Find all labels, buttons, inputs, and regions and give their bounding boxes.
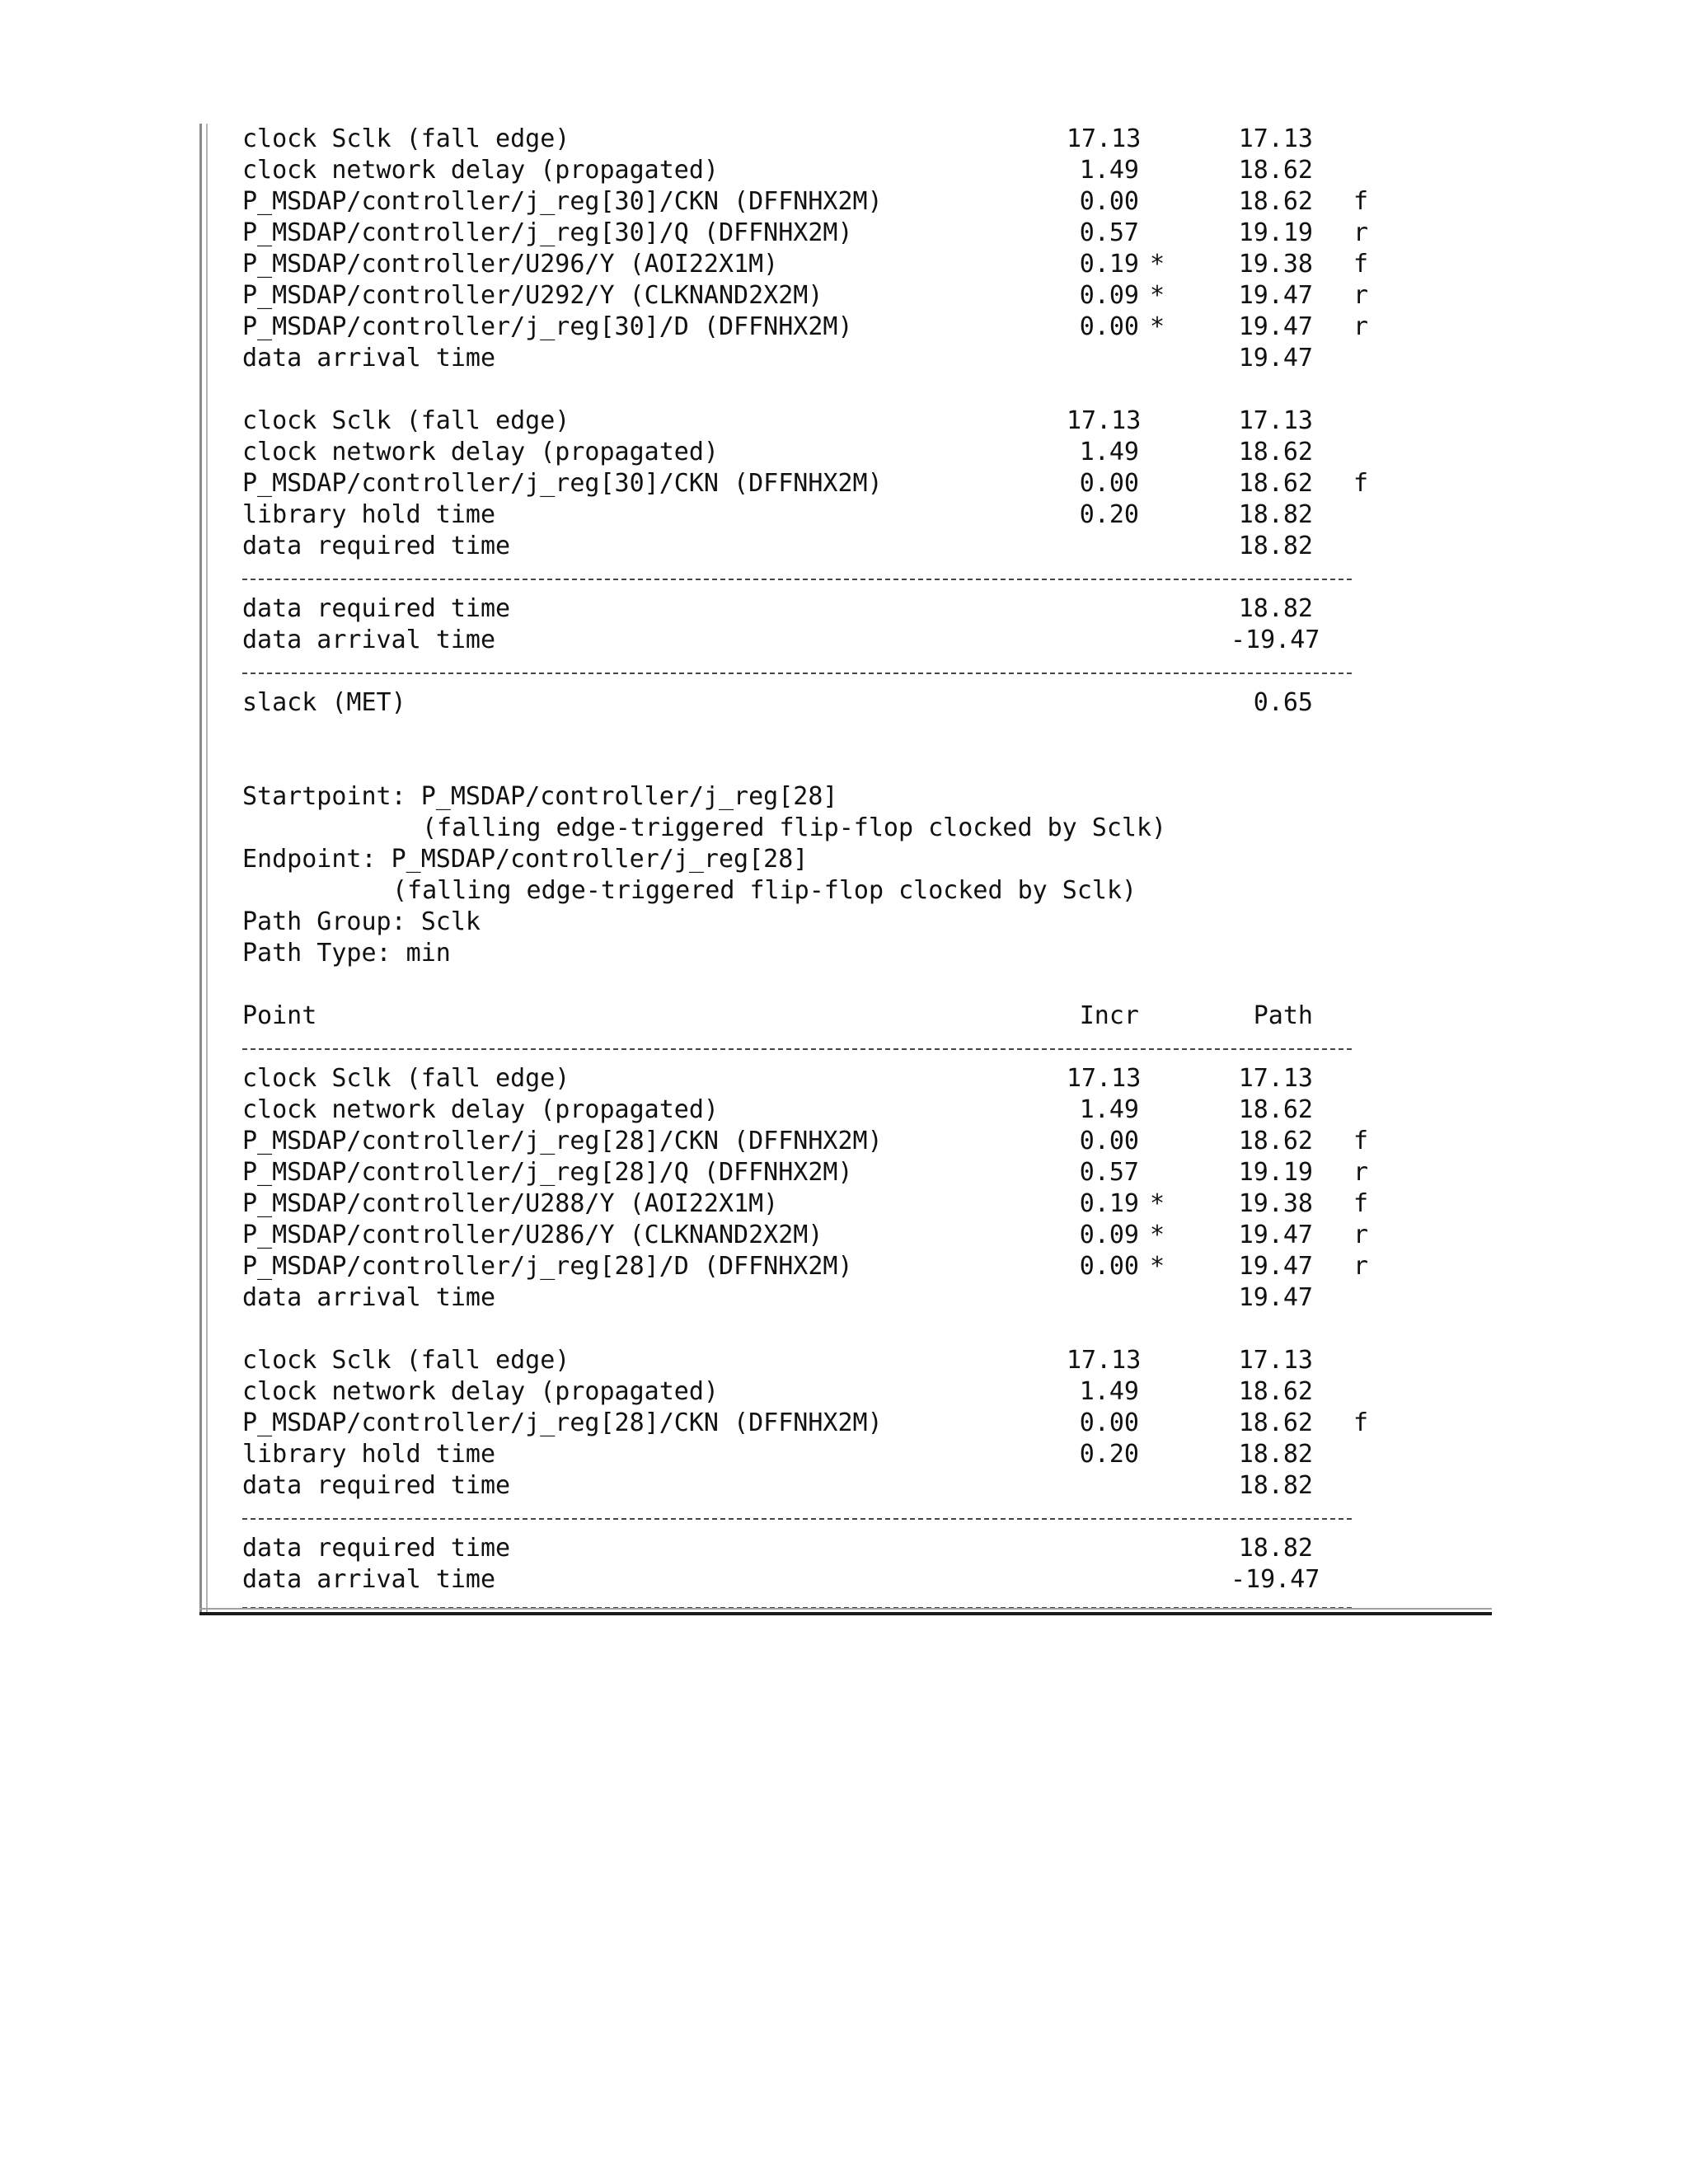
- column-header-incr: Incr: [1079, 1001, 1139, 1030]
- dashed-separator: [242, 579, 1352, 580]
- report-row-path: 19.38: [1238, 250, 1313, 279]
- slack-value: 0.65: [1253, 688, 1313, 717]
- report-row-label: data required time: [242, 532, 511, 560]
- report-row-edge-flag: r: [1353, 218, 1369, 247]
- report-row-label: clock network delay (propagated): [242, 1377, 719, 1406]
- report-row-label: P_MSDAP/controller/U292/Y (CLKNAND2X2M): [242, 281, 823, 310]
- report-row-path: 19.47: [1238, 312, 1313, 341]
- report-row-label: P_MSDAP/controller/j_reg[30]/CKN (DFFNHX2M): [242, 187, 883, 216]
- report-row-edge-flag: f: [1353, 1189, 1369, 1218]
- report-row-label: P_MSDAP/controller/j_reg[30]/D (DFFNHX2M): [242, 312, 853, 341]
- report-row-label: clock network delay (propagated): [242, 438, 719, 466]
- report-row-incr: 1.49: [1079, 1377, 1139, 1406]
- report-row-path: 18.62: [1238, 1095, 1313, 1124]
- report-row-edge-flag: r: [1353, 1158, 1369, 1187]
- column-header-point: Point: [242, 1001, 317, 1030]
- report-row-incr: 1.49: [1079, 438, 1139, 466]
- report-row-path: 19.19: [1238, 218, 1313, 247]
- report-row-path: 18.62: [1238, 438, 1313, 466]
- report-row-edge-flag: r: [1353, 1252, 1369, 1281]
- report-row-path: -19.47: [1231, 1565, 1320, 1594]
- endpoint-description: (falling edge-triggered flip-flop clocked by Sclk): [392, 876, 1137, 905]
- timing-report-window[interactable]: [199, 124, 1492, 1615]
- report-row-path: 18.62: [1238, 1127, 1313, 1155]
- report-row-path: 18.62: [1238, 156, 1313, 185]
- report-row-label: data required time: [242, 594, 511, 623]
- report-row-label: data arrival time: [242, 344, 496, 373]
- report-row-label: data required time: [242, 1534, 511, 1563]
- report-row-incr: 0.09: [1079, 1221, 1139, 1249]
- dashed-separator: [242, 1518, 1352, 1520]
- report-row-incr: 0.57: [1079, 1158, 1139, 1187]
- report-row-label: P_MSDAP/controller/j_reg[28]/Q (DFFNHX2M): [242, 1158, 853, 1187]
- report-row-star: *: [1150, 1252, 1165, 1281]
- report-row-star: *: [1150, 1221, 1165, 1249]
- report-row-path: 19.38: [1238, 1189, 1313, 1218]
- report-row-star: *: [1150, 1189, 1165, 1218]
- report-row-star: *: [1150, 250, 1165, 279]
- report-row-label: clock Sclk (fall edge): [242, 406, 570, 435]
- report-row-path: 18.62: [1238, 187, 1313, 216]
- window-bottom-inner-border: [199, 1608, 1492, 1610]
- report-row-path: 17.13: [1238, 406, 1313, 435]
- report-row-label: library hold time: [242, 1440, 496, 1469]
- report-row-edge-flag: f: [1353, 250, 1369, 279]
- report-row-incr: 0.19: [1079, 250, 1139, 279]
- report-row-star: *: [1150, 312, 1165, 341]
- report-row-label: data required time: [242, 1471, 511, 1500]
- report-row-edge-flag: r: [1353, 312, 1369, 341]
- report-row-path: 19.47: [1238, 1221, 1313, 1249]
- report-row-incr: 1.49: [1079, 156, 1139, 185]
- report-row-label: P_MSDAP/controller/U288/Y (AOI22X1M): [242, 1189, 779, 1218]
- report-row-incr: 0.00: [1079, 1252, 1139, 1281]
- report-row-incr: 17.13: [1067, 124, 1142, 153]
- report-row-incr: 17.13: [1067, 1346, 1142, 1375]
- dashed-separator: [242, 1048, 1352, 1050]
- report-row-edge-flag: f: [1353, 1127, 1369, 1155]
- report-row-incr: 0.00: [1079, 1408, 1139, 1437]
- report-row-label: data arrival time: [242, 1565, 496, 1594]
- report-row-edge-flag: f: [1353, 469, 1369, 498]
- report-row-label: data arrival time: [242, 1283, 496, 1312]
- report-row-path: 18.82: [1238, 1471, 1313, 1500]
- report-row-path: 17.13: [1238, 1346, 1313, 1375]
- report-row-path: -19.47: [1231, 626, 1320, 654]
- startpoint-description: (falling edge-triggered flip-flop clocked by Sclk): [422, 813, 1167, 842]
- report-row-incr: 1.49: [1079, 1095, 1139, 1124]
- report-row-incr: 0.19: [1079, 1189, 1139, 1218]
- report-row-incr: 17.13: [1067, 1064, 1142, 1093]
- report-row-path: 17.13: [1238, 124, 1313, 153]
- report-row-edge-flag: r: [1353, 281, 1369, 310]
- report-row-edge-flag: f: [1353, 187, 1369, 216]
- path-group-line: Path Group: Sclk: [242, 907, 481, 936]
- report-row-label: P_MSDAP/controller/j_reg[28]/CKN (DFFNHX2M): [242, 1127, 883, 1155]
- report-row-path: 19.47: [1238, 1283, 1313, 1312]
- report-row-label: clock network delay (propagated): [242, 1095, 719, 1124]
- report-row-incr: 0.09: [1079, 281, 1139, 310]
- report-row-incr: 0.20: [1079, 500, 1139, 529]
- report-row-label: data arrival time: [242, 626, 496, 654]
- endpoint-line: Endpoint: P_MSDAP/controller/j_reg[28]: [242, 845, 809, 874]
- report-row-incr: 0.00: [1079, 1127, 1139, 1155]
- path-type-line: Path Type: min: [242, 939, 451, 968]
- column-header-path: Path: [1253, 1001, 1313, 1030]
- report-row-incr: 0.57: [1079, 218, 1139, 247]
- report-row-incr: 0.00: [1079, 187, 1139, 216]
- report-row-label: P_MSDAP/controller/j_reg[30]/CKN (DFFNHX2M): [242, 469, 883, 498]
- report-row-edge-flag: r: [1353, 1221, 1369, 1249]
- report-row-label: P_MSDAP/controller/U286/Y (CLKNAND2X2M): [242, 1221, 823, 1249]
- dashed-separator: [242, 673, 1352, 674]
- report-row-label: clock Sclk (fall edge): [242, 124, 570, 153]
- report-row-path: 19.19: [1238, 1158, 1313, 1187]
- report-row-path: 19.47: [1238, 344, 1313, 373]
- report-row-incr: 0.00: [1079, 469, 1139, 498]
- report-row-label: P_MSDAP/controller/j_reg[28]/CKN (DFFNHX2M): [242, 1408, 883, 1437]
- report-row-path: 18.62: [1238, 1377, 1313, 1406]
- report-row-path: 19.47: [1238, 1252, 1313, 1281]
- report-row-path: 18.82: [1238, 532, 1313, 560]
- report-row-incr: 0.20: [1079, 1440, 1139, 1469]
- report-row-path: 18.82: [1238, 500, 1313, 529]
- window-bottom-border: [199, 1612, 1492, 1615]
- report-row-edge-flag: f: [1353, 1408, 1369, 1437]
- report-row-path: 18.82: [1238, 594, 1313, 623]
- report-row-incr: 0.00: [1079, 312, 1139, 341]
- slack-label: slack (MET): [242, 688, 406, 717]
- report-row-label: library hold time: [242, 500, 496, 529]
- report-row-label: P_MSDAP/controller/U296/Y (AOI22X1M): [242, 250, 779, 279]
- report-row-label: clock Sclk (fall edge): [242, 1064, 570, 1093]
- report-row-path: 19.47: [1238, 281, 1313, 310]
- report-row-incr: 17.13: [1067, 406, 1142, 435]
- startpoint-line: Startpoint: P_MSDAP/controller/j_reg[28]: [242, 782, 838, 811]
- timing-report-text[interactable]: [199, 124, 1492, 1608]
- report-row-path: 18.82: [1238, 1440, 1313, 1469]
- report-row-label: clock Sclk (fall edge): [242, 1346, 570, 1375]
- report-row-label: P_MSDAP/controller/j_reg[30]/Q (DFFNHX2M): [242, 218, 853, 247]
- report-row-label: P_MSDAP/controller/j_reg[28]/D (DFFNHX2M): [242, 1252, 853, 1281]
- report-row-label: clock network delay (propagated): [242, 156, 719, 185]
- report-row-path: 17.13: [1238, 1064, 1313, 1093]
- report-row-path: 18.62: [1238, 1408, 1313, 1437]
- report-row-star: *: [1150, 281, 1165, 310]
- report-row-path: 18.82: [1238, 1534, 1313, 1563]
- report-row-path: 18.62: [1238, 469, 1313, 498]
